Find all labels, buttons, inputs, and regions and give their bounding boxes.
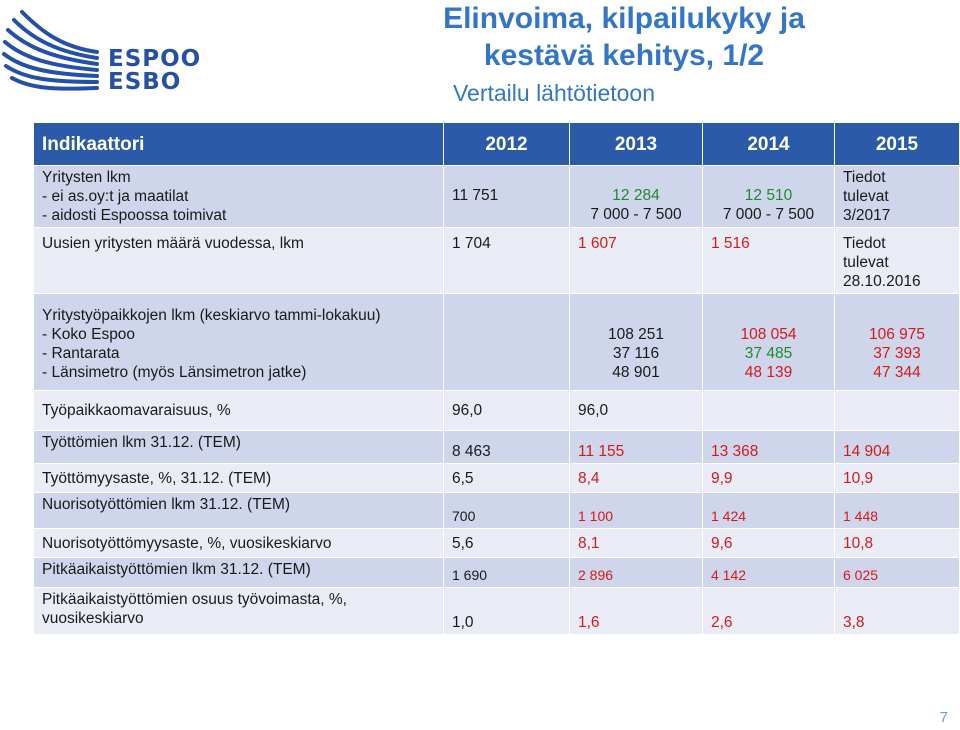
row-label-line: vuosikeskiarvo [42,610,144,627]
cell-2013: 8,1 [570,529,703,558]
cell-2014 [703,493,835,529]
cell-2014 [703,166,835,228]
cell-value: 700 [452,508,476,524]
cell-value: 106 975 [868,326,926,343]
row-label-line: - Länsimetro (myös Länsimetron jatke) [42,364,307,381]
row-label-line: Yritysten lkm [42,169,131,186]
page-title: Elinvoima, kilpailukyky ja kestävä kehitys, 1/2 [443,2,805,72]
cell-value: 6 025 [843,567,879,583]
espoo-logo [2,2,202,102]
header-2013: 2013 [570,123,703,166]
cell-2012: 1 704 [444,228,570,294]
cell-value: 7 000 - 7 500 [722,206,815,223]
cell-value: Tiedot [843,235,886,252]
header-2012: 2012 [444,123,570,166]
espoo-logo-mark-icon [2,2,102,102]
cell-value: 2 896 [578,567,614,583]
cell-2012 [444,294,570,391]
cell-2012: 96,0 [444,391,570,431]
cell-2013 [570,294,703,391]
cell-value: 11 751 [452,187,499,204]
cell-2015 [835,294,960,391]
cell-value: 7 000 - 7 500 [590,206,682,223]
row-label-line: - aidosti Espoossa toimivat [42,207,227,224]
cell-value: 12 510 [744,187,793,204]
cell-2012: 6,5 [444,464,570,493]
cell-value: 108 251 [607,326,665,343]
row-label [34,588,444,635]
table-row [34,431,960,464]
cell-value: 28.10.2016 [843,273,921,290]
cell-2014: 1 516 [703,228,835,294]
header-2015: 2015 [835,123,960,166]
row-label-line: - Rantarata [42,345,120,362]
cell-2012: 5,6 [444,529,570,558]
row-label: Työttömien lkm 31.12. (TEM) [34,431,444,464]
cell-2013: 1 607 [570,228,703,294]
header-indikaattori: Indikaattori [34,123,444,166]
row-label [34,166,444,228]
cell-value: 48 139 [744,364,793,381]
table-row [34,228,960,294]
table-row [34,464,960,493]
cell-2015 [835,391,960,431]
cell-2012: 8 463 [444,431,570,464]
cell-value: 1 448 [843,508,879,524]
cell-2014 [703,558,835,588]
table-row [34,558,960,588]
cell-2015: 3,8 [835,588,960,635]
cell-2013: 1,6 [570,588,703,635]
row-label: Pitkäaikaistyöttömien lkm 31.12. (TEM) [34,558,444,588]
cell-2012: 1,0 [444,588,570,635]
row-label-line: - Koko Espoo [42,326,136,343]
row-label-line: Yritystyöpaikkojen lkm (keskiarvo tammi-lokakuu) [42,307,381,324]
row-label: Nuorisotyöttömyysaste, %, vuosikeskiarvo [34,529,444,558]
cell-2015: 14 904 [835,431,960,464]
cell-value: 1 690 [452,567,488,583]
cell-value: 12 284 [612,187,660,204]
table-header-row [34,123,960,166]
cell-2014 [703,294,835,391]
cell-value: 108 054 [740,326,797,343]
cell-2015: 10,9 [835,464,960,493]
table-row [34,294,960,391]
cell-2015 [835,558,960,588]
cell-value: 37 393 [873,345,921,362]
header-2014: 2014 [703,123,835,166]
cell-2015: 10,8 [835,529,960,558]
cell-2014: 9,6 [703,529,835,558]
page-number: 7 [939,709,948,726]
cell-2014: 13 368 [703,431,835,464]
table-row [34,166,960,228]
row-label-line: Pitkäaikaistyöttömien osuus työvoimasta, %, [42,591,347,608]
cell-value: 4 142 [711,567,747,583]
cell-value: Tiedot [843,169,886,186]
cell-2013 [570,558,703,588]
row-label: Nuorisotyöttömien lkm 31.12. (TEM) [34,493,444,529]
cell-value: 1 100 [578,508,614,524]
cell-value: 3/2017 [843,207,891,224]
table-row [34,391,960,431]
row-label-line: - ei as.oy:t ja maatilat [42,188,189,205]
cell-2015 [835,228,960,294]
row-label [34,294,444,391]
cell-value: 48 901 [612,364,660,381]
table-row [34,529,960,558]
cell-2015 [835,493,960,529]
cell-value: 47 344 [873,364,921,381]
logo-text-esbo: ESBO [108,69,182,95]
table-row [34,493,960,529]
cell-value: tulevat [843,254,889,271]
cell-value: 37 116 [612,345,660,362]
cell-2013 [570,166,703,228]
cell-2015 [835,166,960,228]
cell-value: 37 485 [744,345,793,362]
cell-2013: 8,4 [570,464,703,493]
row-label: Uusien yritysten määrä vuodessa, lkm [34,228,444,294]
row-label: Työpaikkaomavaraisuus, % [34,391,444,431]
cell-2014 [703,391,835,431]
page-subtitle: Vertailu lähtötietoon [452,80,656,106]
cell-2012 [444,558,570,588]
indicator-table [33,122,960,635]
cell-2013 [570,493,703,529]
row-label: Työttömyysaste, %, 31.12. (TEM) [34,464,444,493]
cell-2012 [444,166,570,228]
cell-value: tulevat [843,188,889,205]
table-row [34,588,960,635]
cell-2013: 96,0 [570,391,703,431]
cell-2012 [444,493,570,529]
cell-value: 1 424 [711,508,747,524]
cell-2014: 9,9 [703,464,835,493]
cell-2014: 2,6 [703,588,835,635]
cell-2013: 11 155 [570,431,703,464]
logo-text-espoo: ESPOO [108,46,202,72]
